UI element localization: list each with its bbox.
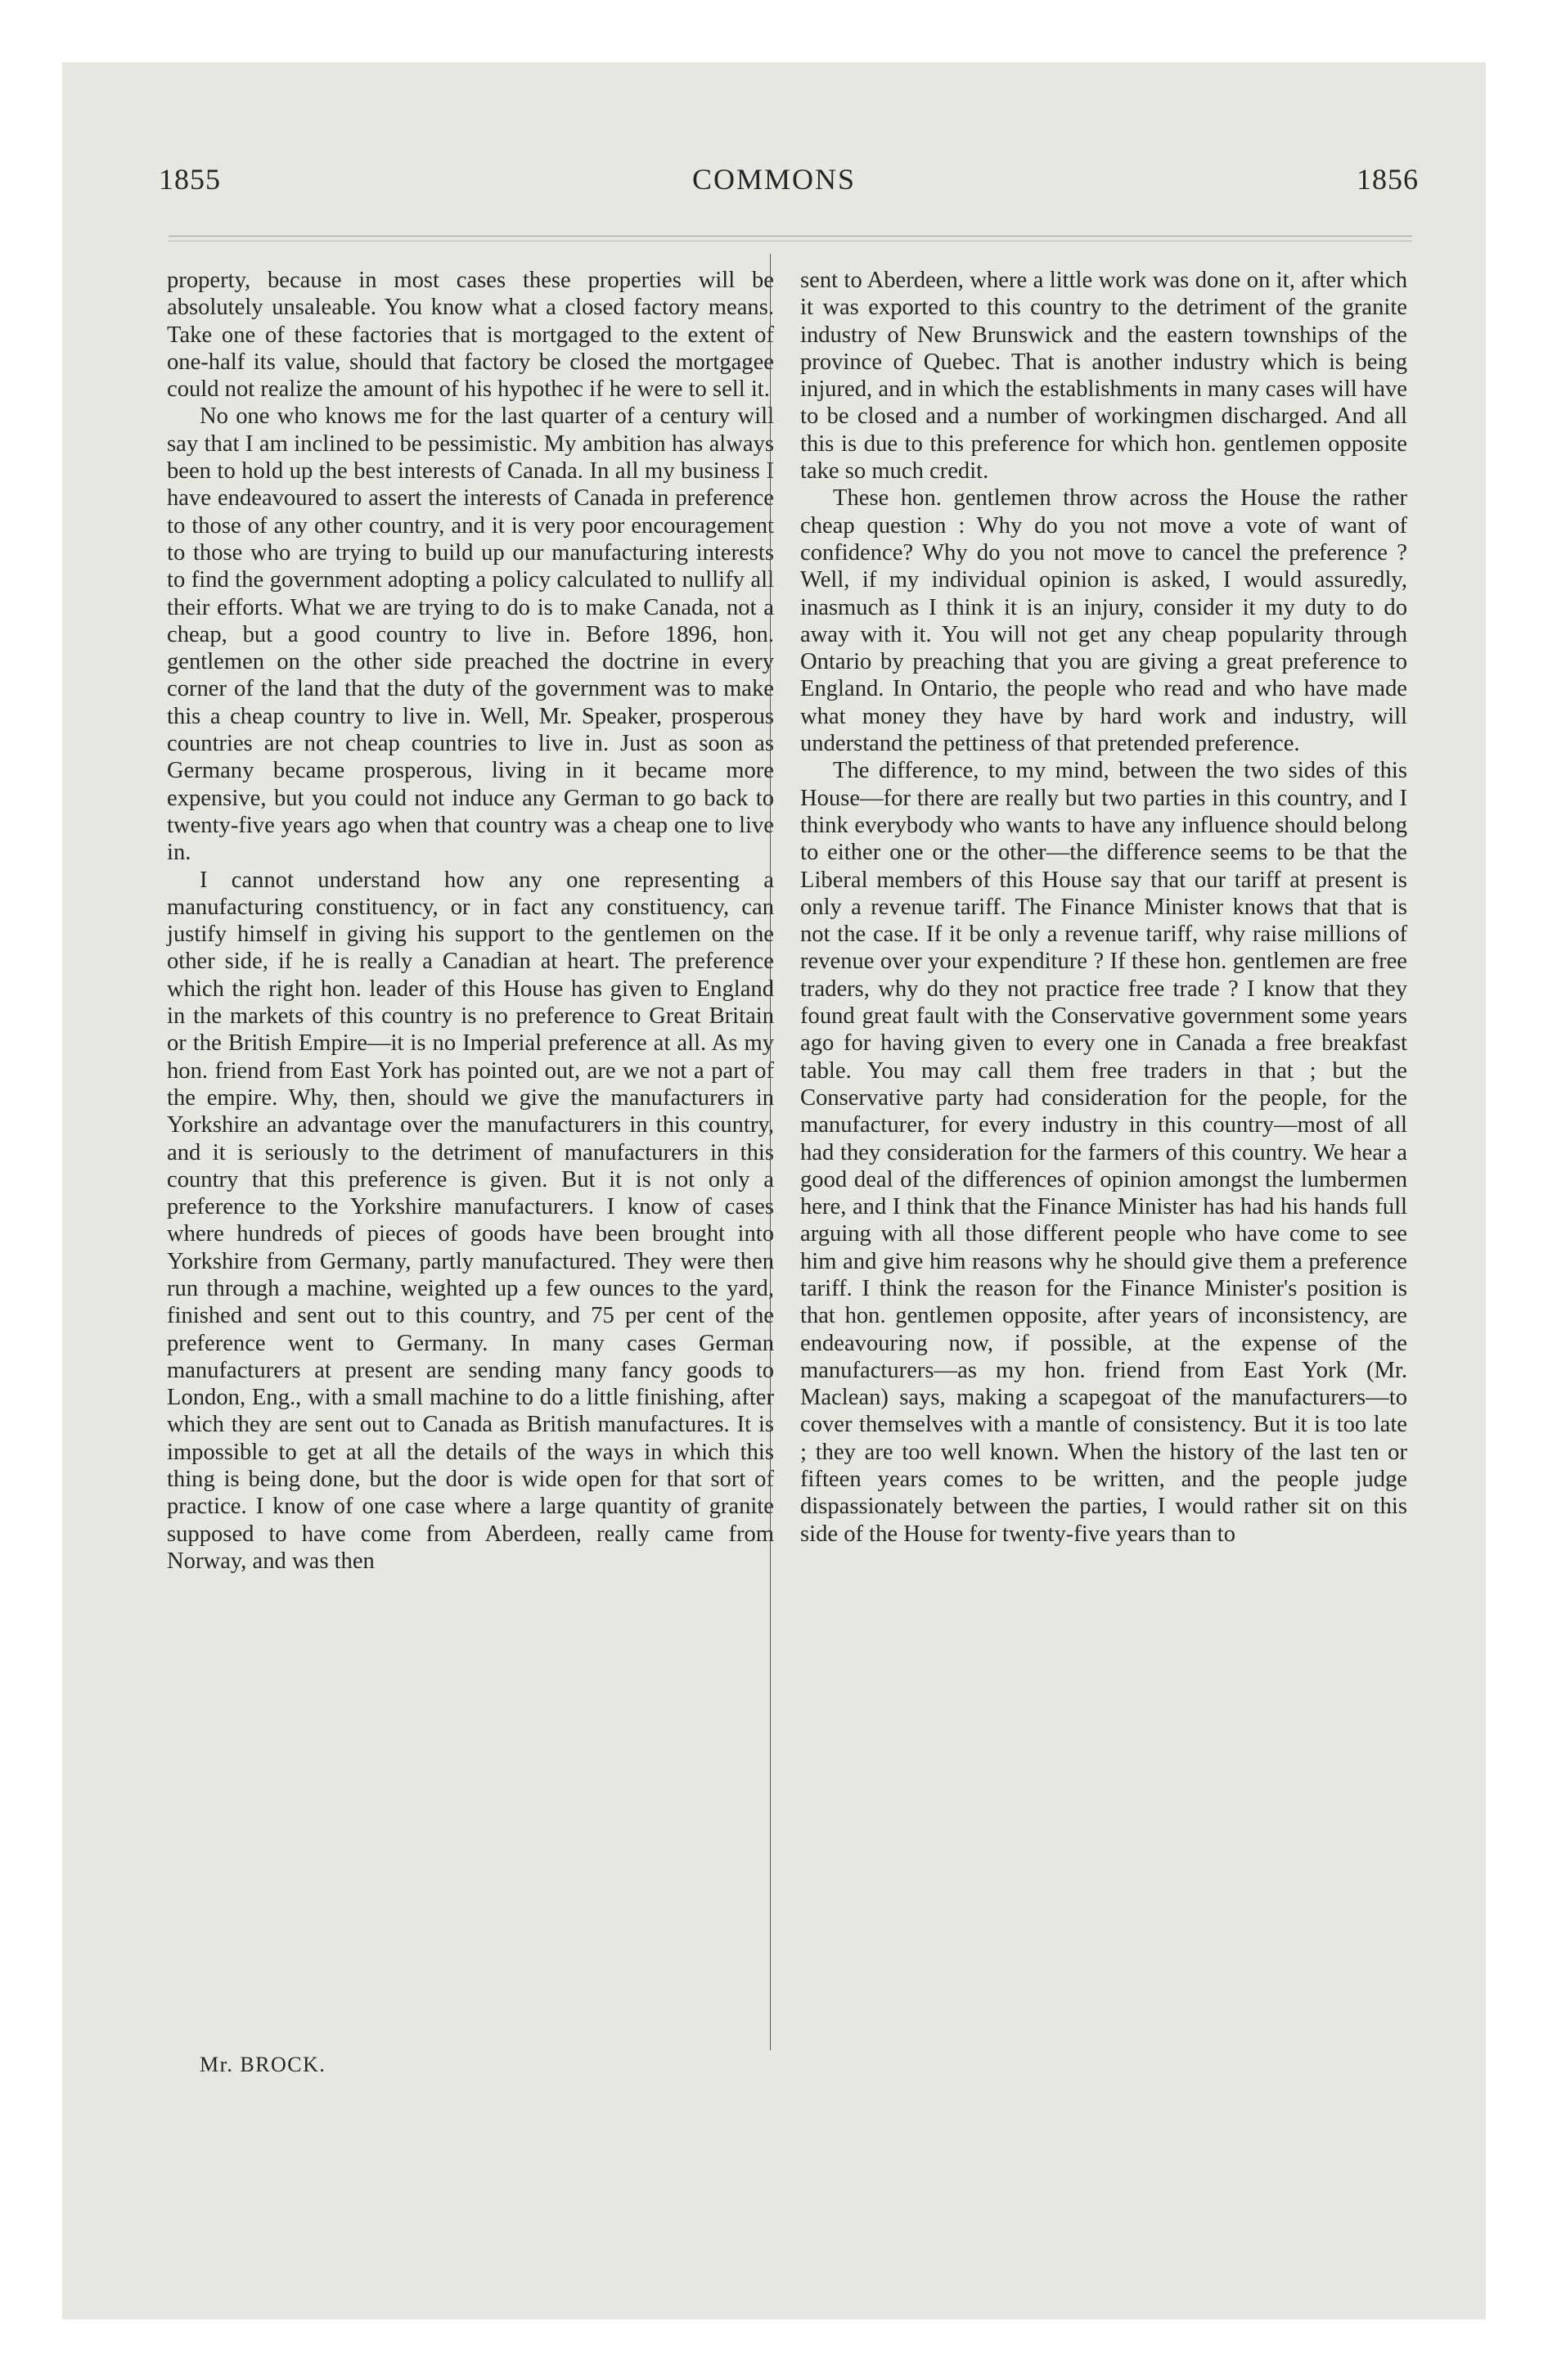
right-page-number: 1856 bbox=[1357, 163, 1419, 196]
paragraph: sent to Aberdeen, where a little work was done on it, after which it was exported to this country to the detriment of the granite industry of New Brunswick and the eastern townships of the province of Quebec. That is another industry which is being injured, and in which the establishments in many cases will have to be closed and a number of workingmen discharged. And all this is due to this preference for which hon. gentlemen opposite take so much credit. bbox=[800, 268, 1407, 485]
left-page-number: 1855 bbox=[159, 163, 221, 196]
paragraph: I cannot understand how any one representing a manufacturing constituency, or in fact any constituency, can justify himself in giving his support to the gentlemen on the other side, if he is really a Canadian at heart. The preference which the right hon. leader of this House has given to England in the markets of this country is no preference to Great Britain or the British Empire—it is no Imperial preference at all. As my hon. friend from East York has pointed out, are we not a part of the empire. Why, then, should we give the manufacturers in Yorkshire an advantage over the manufacturers in this country, and it is seriously to the detriment of manufacturers in this country that this preference is given. But it is not only a preference to the Yorkshire manufacturers. I know of cases where hundreds of pieces of goods have been brought into Yorkshire from Germany, partly manufactured. They were then run through a machine, weighted up a few ounces to the yard, finished and sent out to this country, and 75 per cent of the preference went to Germany. In many cases German manufacturers at present are sending many fancy goods to London, Eng., with a small machine to do a little finishing, after which they are sent out to Canada as British manufactures. It is impossible to get at all the details of the ways in which this thing is being done, but the door is wide open for that sort of practice. I know of one case where a large quantity of granite supposed to have come from Aberdeen, really came from Norway, and was then bbox=[167, 867, 774, 1574]
hansard-page bbox=[103, 113, 1445, 2274]
paragraph: The difference, to my mind, between the two sides of this House—for there are really but two parties in this country, and I think everybody who wants to have any influence should belong to either one or the other—the difference seems to be that the Liberal members of this House say that our tariff at present is only a revenue tariff. The Finance Minister knows that that is not the case. If it be only a revenue tariff, why raise millions of revenue over your expenditure ? If these hon. gentlemen are free traders, why do they not practice free trade ? I know that they found great fault with the Conservative government some years ago for having given to every one in Canada a free breakfast table. You may call them free traders in that ; but the Conservative party had consideration for the people, for the manufacturer, for every industry in this country—most of all had they consideration for the farmers of this country. We hear a good deal of the differences of opinion amongst the lumbermen here, and I think that the Finance Minister has had his hands full arguing with all those different people who have come to see him and give him reasons why he should give them a preference tariff. I think the reason for the Finance Minister's position is that hon. gentlemen opposite, after years of inconsistency, are endeavouring now, if possible, at the expense of the manufacturers—as my hon. friend from East York (Mr. Maclean) says, making a scapegoat of the manufacturers—to cover themselves with a mantle of consistency. But it is too late ; they are too well known. When the history of the last ten or fifteen years comes to be written, and the people judge dispassionately between the parties, I would rather sit on this side of the House for twenty-five years than to bbox=[800, 758, 1407, 1547]
header-rule bbox=[169, 236, 1412, 237]
right-column bbox=[800, 267, 1407, 1548]
left-column bbox=[167, 267, 774, 1575]
paragraph: These hon. gentlemen throw across the House the rather cheap question : Why do you not move a vote of want of confidence? Why do you not move to cancel the preference ? Well, if my individual opinion is asked, I would assuredly, inasmuch as I think it is an injury, consider it my duty to do away with it. You will not get any cheap popularity through Ontario by preaching that you are giving a great preference to England. In Ontario, the people who read and who have made what money they have by hard work and industry, will understand the pettiness of that pretended preference. bbox=[800, 485, 1407, 757]
paragraph: No one who knows me for the last quarter of a century will say that I am inclined to be pessimistic. My ambition has always been to hold up the best interests of Canada. In all my business I have endeavoured to assert the interests of Canada in preference to those of any other country, and it is very poor encouragement to those who are trying to build up our manufacturing interests to find the government adopting a policy calculated to nullify all their efforts. What we are trying to do is to make Canada, not a cheap, but a good country to live in. Before 1896, hon. gentlemen on the other side preached the doctrine in every corner of the land that the duty of the government was to make this a cheap country to live in. Well, Mr. Speaker, prosperous countries are not cheap countries to live in. Just as soon as Germany became prosperous, living in it became more expensive, but you could not induce any German to go back to twenty-five years ago when that country was a cheap one to live in. bbox=[167, 403, 774, 866]
page-header bbox=[103, 162, 1445, 203]
column-divider bbox=[770, 254, 771, 2050]
speaker-footer: Mr. BROCK. bbox=[200, 2053, 326, 2076]
running-title: COMMONS bbox=[691, 163, 857, 196]
paragraph: property, because in most cases these properties will be absolutely unsaleable. You know what a closed factory means. Take one of these factories that is mortgaged to the extent of one-half its value, should that factory be closed the mortgagee could not realize the amount of his hypothec if he were to sell it. bbox=[167, 268, 774, 403]
